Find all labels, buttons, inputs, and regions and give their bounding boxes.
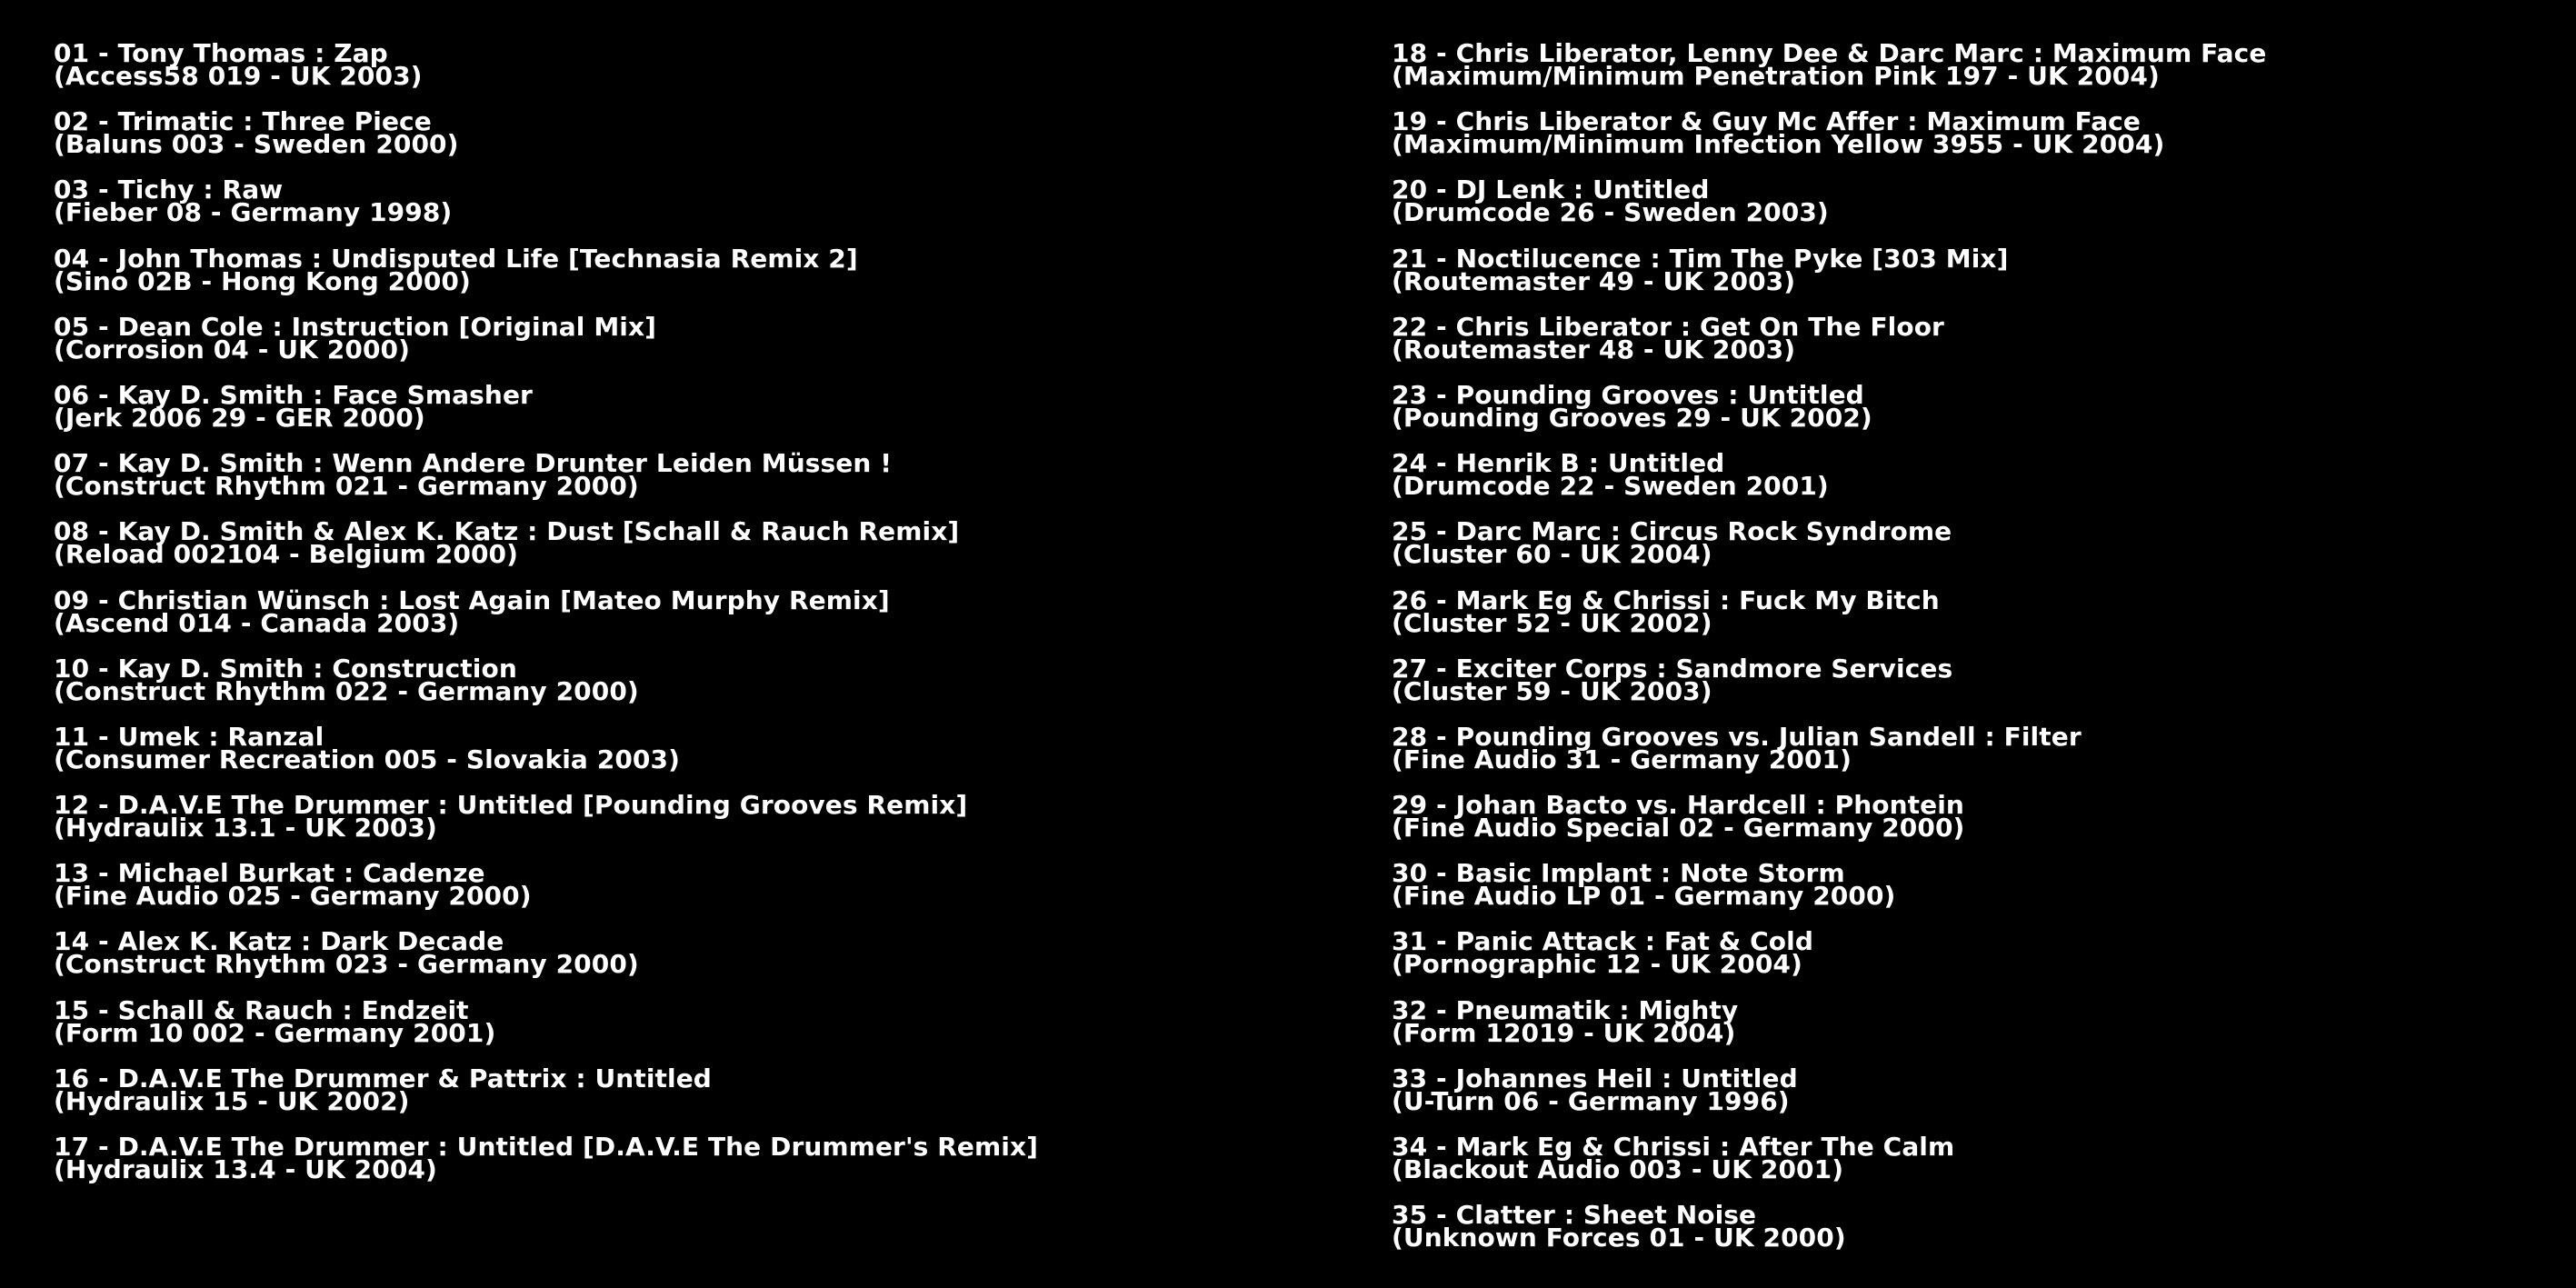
track-title: 08 - Kay D. Smith & Alex K. Katz : Dust [Schall & Rauch Remix] [54,516,960,547]
track-entry [54,926,1038,998]
track-entry [54,584,1038,657]
track-entry [54,1132,1039,1203]
track-title: 18 - Chris Liberator, Lenny Dee & Darc Marc : Maximum Face [1392,38,2267,68]
track-release: (Blackout Audio 003 - UK 2001) [1392,1154,1844,1184]
track-entry [54,448,1038,520]
track-release: (Construct Rhythm 023 - Germany 2000) [54,949,639,980]
track-entry [54,858,1038,930]
track-title: 16 - D.A.V.E The Drummer & Pattrix : Untitled [54,1063,712,1093]
track-release: (Fieber 08 - Germany 1998) [54,197,453,228]
track-entry [1392,994,2266,1067]
track-release: (Form 10 002 - Germany 2001) [54,1017,496,1048]
track-title: 31 - Panic Attack : Fat & Cold [1392,926,1813,957]
track-entry [54,38,1038,110]
track-entry [1392,311,2266,384]
track-entry [54,653,1038,725]
track-entry [1392,1063,2266,1135]
track-entry [54,516,1038,588]
track-release: (Drumcode 26 - Sweden 2003) [1392,197,1829,228]
track-title: 22 - Chris Liberator : Get On The Floor [1392,311,1944,342]
track-release: (Unknown Forces 01 - UK 2000) [1392,1223,1846,1253]
track-release: (Fine Audio 025 - Germany 2000) [54,881,532,912]
track-release: (Routemaster 49 - UK 2003) [1392,265,1796,296]
track-entry [1392,1132,2266,1203]
track-release: (Consumer Recreation 005 - Slovakia 2003) [54,744,680,774]
track-title: 13 - Michael Burkat : Cadenze [54,858,485,889]
track-entry [54,721,1038,794]
track-title: 35 - Clatter : Sheet Noise [1392,1200,1757,1231]
track-entry [54,379,1038,452]
track-release: (Drumcode 22 - Sweden 2001) [1392,471,1829,502]
track-release: (Baluns 003 - Sweden 2000) [54,129,459,160]
track-release: (Fine Audio 31 - Germany 2001) [1392,744,1852,774]
track-title: 12 - D.A.V.E The Drummer : Untitled [Pounding Grooves Remix] [54,790,968,821]
track-release: (Hydraulix 15 - UK 2002) [54,1085,410,1116]
track-entry [54,106,1038,178]
track-entry [1392,1200,2266,1272]
track-title: 02 - Trimatic : Three Piece [54,106,432,137]
track-title: 26 - Mark Eg & Chrissi : Fuck My Bitch [1392,584,1940,615]
track-release: (Fine Audio LP 01 - Germany 2000) [1392,881,1896,912]
track-entry [1392,516,2266,588]
track-title: 01 - Tony Thomas : Zap [54,38,388,68]
track-release: (Hydraulix 13.1 - UK 2003) [54,813,437,844]
track-title: 21 - Noctilucence : Tim The Pyke [303 Mix] [1392,243,2009,274]
track-release: (Cluster 59 - UK 2003) [1392,675,1712,706]
track-title: 23 - Pounding Grooves : Untitled [1392,379,1864,410]
track-entry [54,175,1038,246]
track-entry [54,243,1038,315]
track-entry [1392,653,2266,725]
track-entry [54,790,1038,862]
track-release: (Reload 002104 - Belgium 2000) [54,539,519,570]
track-title: 07 - Kay D. Smith : Wenn Andere Drunter Leiden Müssen ! [54,448,893,479]
track-title: 14 - Alex K. Katz : Dark Decade [54,926,504,957]
track-entry [54,1063,1038,1135]
track-entry [54,311,1038,384]
track-title: 28 - Pounding Grooves vs. Julian Sandell : Filter [1392,721,2082,752]
track-title: 24 - Henrik B : Untitled [1392,448,1725,479]
track-title: 15 - Schall & Rauch : Endzeit [54,994,469,1025]
track-release: (Form 12019 - UK 2004) [1392,1017,1736,1048]
track-entry [1392,858,2266,930]
track-entry [1392,584,2266,657]
track-release: (Access58 019 - UK 2003) [54,61,423,91]
track-entry [54,994,1038,1067]
track-title: 32 - Pneumatik : Mighty [1392,994,1739,1025]
track-release: (Jerk 2006 29 - GER 2000) [54,402,425,433]
tracklist-left-column [54,38,1039,1203]
track-title: 03 - Tichy : Raw [54,175,284,205]
track-release: (Construct Rhythm 021 - Germany 2000) [54,471,639,502]
track-release: (Maximum/Minimum Infection Yellow 3955 - UK 2004) [1392,129,2165,160]
track-release: (Pounding Grooves 29 - UK 2002) [1392,402,1872,433]
track-release: (Cluster 52 - UK 2002) [1392,607,1712,638]
track-entry [1392,790,2266,862]
track-release: (Sino 02B - Hong Kong 2000) [54,265,471,296]
track-title: 19 - Chris Liberator & Guy Mc Affer : Maximum Face [1392,106,2141,137]
track-release: (Ascend 014 - Canada 2003) [54,607,460,638]
track-entry [1392,106,2266,178]
track-title: 33 - Johannes Heil : Untitled [1392,1063,1798,1093]
track-release: (Hydraulix 13.4 - UK 2004) [54,1154,437,1184]
track-release: (U-Turn 06 - Germany 1996) [1392,1085,1790,1116]
tracklist-right-column [1392,38,2267,1272]
track-title: 10 - Kay D. Smith : Construction [54,653,517,684]
track-title: 29 - Johan Bacto vs. Hardcell : Phontein [1392,790,1964,821]
track-entry [1392,448,2266,520]
track-release: (Cluster 60 - UK 2004) [1392,539,1712,570]
track-title: 11 - Umek : Ranzal [54,721,324,752]
track-entry [1392,721,2266,794]
track-title: 27 - Exciter Corps : Sandmore Services [1392,653,1953,684]
track-release: (Fine Audio Special 02 - Germany 2000) [1392,813,1965,844]
track-release: (Corrosion 04 - UK 2000) [54,334,411,364]
track-title: 30 - Basic Implant : Note Storm [1392,858,1845,889]
track-entry [1392,175,2266,246]
track-entry [1392,379,2266,452]
track-title: 09 - Christian Wünsch : Lost Again [Mateo Murphy Remix] [54,584,890,615]
track-title: 20 - DJ Lenk : Untitled [1392,175,1710,205]
track-title: 06 - Kay D. Smith : Face Smasher [54,379,533,410]
track-title: 04 - John Thomas : Undisputed Life [Technasia Remix 2] [54,243,858,274]
track-title: 05 - Dean Cole : Instruction [Original Mix] [54,311,657,342]
track-release: (Maximum/Minimum Penetration Pink 197 - UK 2004) [1392,61,2160,91]
track-title: 34 - Mark Eg & Chrissi : After The Calm [1392,1132,1955,1162]
track-entry [1392,243,2266,315]
track-release: (Construct Rhythm 022 - Germany 2000) [54,675,639,706]
track-entry [1392,926,2266,998]
track-entry [1392,38,2267,110]
track-release: (Routemaster 48 - UK 2003) [1392,334,1796,364]
track-release: (Pornographic 12 - UK 2004) [1392,949,1802,980]
track-title: 17 - D.A.V.E The Drummer : Untitled [D.A.V.E The Drummer's Remix] [54,1132,1039,1162]
track-title: 25 - Darc Marc : Circus Rock Syndrome [1392,516,1952,547]
